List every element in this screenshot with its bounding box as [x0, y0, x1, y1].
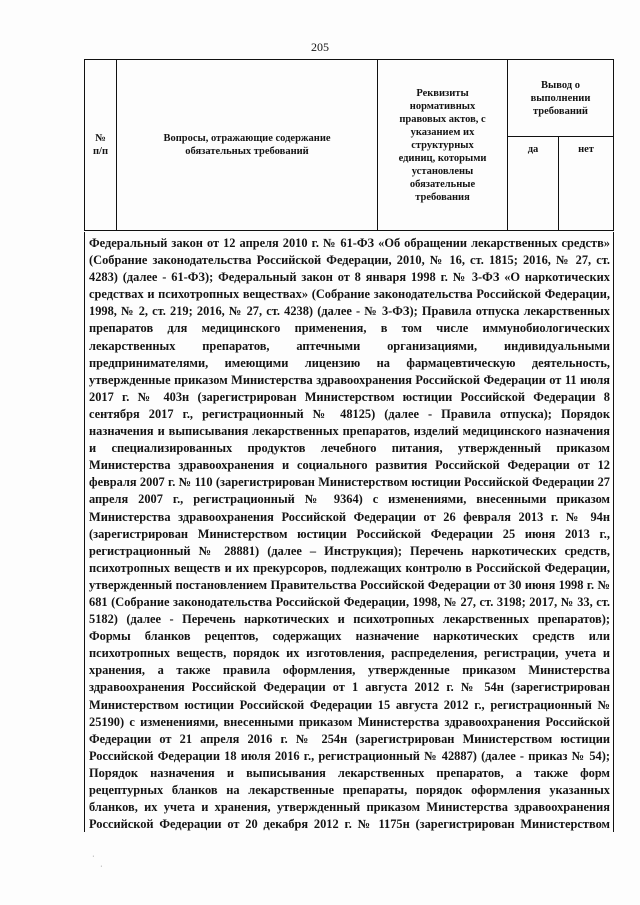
- header-yes: да: [527, 143, 539, 155]
- scan-mark: ⋅: [92, 852, 95, 861]
- header-no: нет: [578, 143, 594, 155]
- table-body-cell: [84, 232, 614, 832]
- header-questions: Вопросы, отражающие содержание обязательных требований: [163, 133, 331, 157]
- header-requisites: Реквизиты нормативных правовых актов, с указанием их структурных единиц, которыми установлены обязательные требования: [398, 87, 487, 203]
- header-number: № п/п: [92, 133, 109, 157]
- table-header: [84, 59, 614, 231]
- regulatory-acts-text: Федеральный закон от 12 апреля 2010 г. № 61-ФЗ «Об обращении лекарственных средств» (Собрание законодательства Российской Федерации, 2010, № 16, ст. 1815; 2016, № 27, ст. 4283) (далее - 61-ФЗ); Федеральный закон от 8 января 1998 г. № 3-ФЗ «О наркотических средствах и психотропных веществах» (Собрание законодательства Российской Федерации, 1998, № 2, ст. 219; 2016, № 27, ст. 4238) (далее - № 3-ФЗ); Правила отпуска лекарственных препаратов для медицинского применения, в том числе иммунобиологических лекарственных препаратов, аптечными организациями, индивидуальными предпринимателями, имеющими лицензию на фармацевтическую деятельность, утвержденные приказом Министерства здравоохранения Российской Федерации от 11 июля 2017 г. № 403н (зарегистрирован Министерством юстиции Российской Федерации 8 сентября 2017 г., регистрационный № 48125) (далее - Правила отпуска); Порядок назначения и выписывания лекарственных препаратов, изделий медицинского назначения и специализированных продуктов лечебного питания, утвержденный приказом Министерства здравоохранения и социального развития Российской Федерации от 12 февраля 2007 г. № 110 (зарегистрирован Министерством юстиции Российской Федерации 27 апреля 2007 г., регистрационный № 9364) с изменениями, внесенными приказом Министерства здравоохранения Российской Федерации от 26 февраля 2013 г. № 94н (зарегистрирован Министерством юстиции Российской Федерации 25 июня 2013 г., регистрационный № 28881) (далее – Инструкция); Перечень наркотических средств, психотропных веществ и их прекурсоров, подлежащих контролю в Российской Федерации, утвержденный постановлением Правительства Российской Федерации от 30 июня 1998 г. № 681 (Собрание законодательства Российской Федерации, 1998, № 27, ст. 3198; 2017, № 33, ст. 5182) (далее - Перечень наркотических и психотропных лекарственных препаратов); Формы бланков рецептов, содержащих назначение наркотических средств или психотропных веществ, порядок их изготовления, распределения, регистрации, учета и хранения, а также правила оформления, утвержденные приказом Министерства здравоохранения Российской Федерации от 1 августа 2012 г. № 54н (зарегистрирован Министерством юстиции Российской Федерации 15 августа 2012 г., регистрационный № 25190) с изменениями, внесенными приказом Министерства здравоохранения Российской Федерации от 21 апреля 2016 г. № 254н (зарегистрирован Министерством юстиции Российской Федерации 18 июля 2016 г., регистрационный № 42887) (далее - приказ № 54); Порядок назначения и выписывания лекарственных препаратов, а также форм рецептурных бланков на лекарственные препараты, порядок оформления указанных бланков, их учета и хранения, утвержденный приказом Министерства здравоохранения Российской Федерации от 20 декабря 2012 г. № 1175н (зарегистрирован Министерством: [89, 236, 610, 832]
- header-conclusion: Вывод о выполнении требований: [530, 79, 591, 117]
- page-number: 205: [311, 40, 329, 54]
- scan-mark: ⋅: [100, 862, 103, 871]
